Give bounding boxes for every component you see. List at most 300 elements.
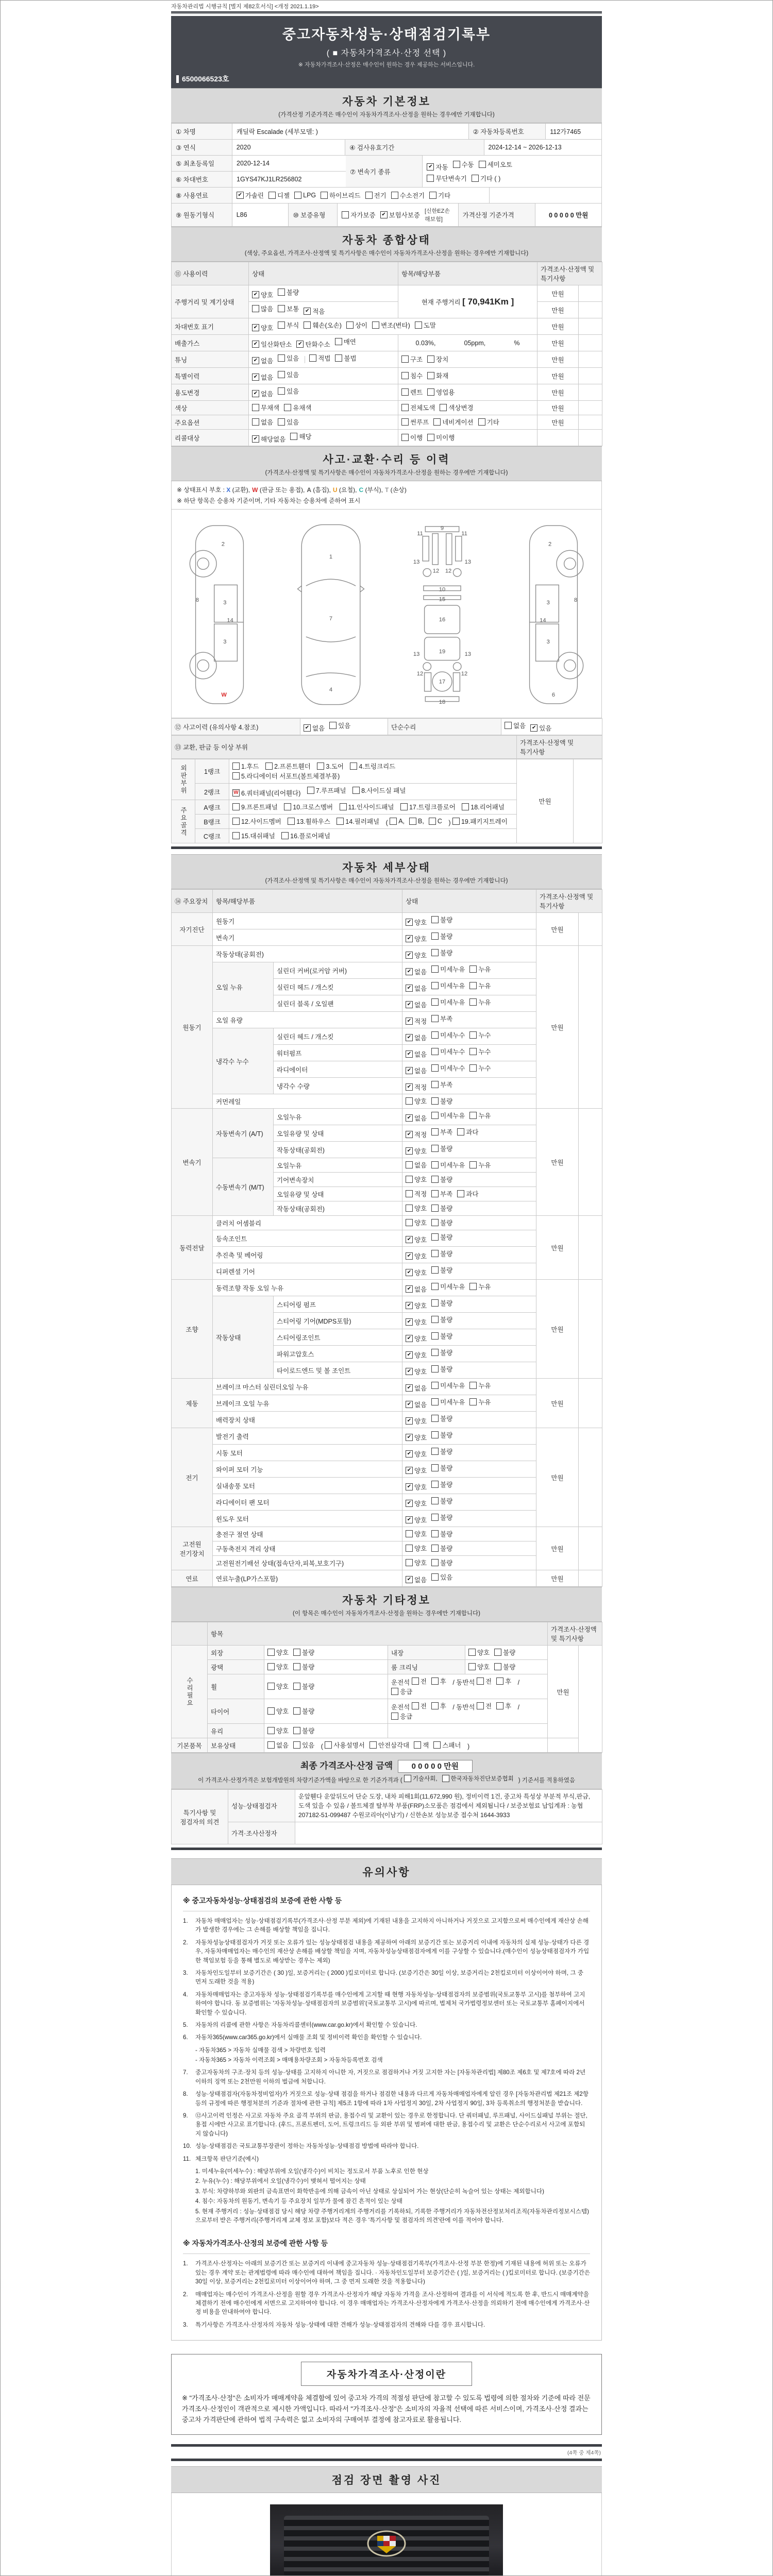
checkbox-상이[interactable]	[346, 320, 367, 330]
checkbox-없음[interactable]	[267, 1740, 289, 1750]
checkbox-label: C	[437, 818, 442, 825]
checkbox-C[interactable]	[429, 818, 442, 825]
checkbox-응급[interactable]	[391, 1711, 412, 1721]
checkbox-16.플로어패널[interactable]	[281, 831, 330, 840]
detail-status-table	[171, 889, 602, 1587]
checkbox-label: 불량	[440, 1234, 453, 1241]
checkbox-전기[interactable]	[365, 191, 386, 200]
notice-item	[183, 2142, 590, 2150]
checkbox-기타[interactable]	[429, 191, 450, 200]
checkbox-양호[interactable]	[406, 1301, 427, 1310]
checkbox-해당[interactable]	[290, 432, 311, 441]
svg-text:14: 14	[540, 617, 546, 624]
checkbox-양호[interactable]	[406, 1204, 427, 1213]
checkbox-없음[interactable]	[406, 1400, 427, 1409]
item-label: 브레이크 오일 누유	[213, 1395, 402, 1412]
checkbox-미세누유[interactable]	[431, 981, 465, 990]
checkbox-이행[interactable]	[401, 433, 423, 442]
checkbox-있음[interactable]	[530, 723, 551, 733]
col-price-note: 가격조사·산정액 및 특기사항	[548, 1622, 602, 1646]
checkbox-부식[interactable]	[278, 320, 299, 330]
svg-text:3: 3	[223, 638, 227, 645]
checkbox-양호[interactable]	[267, 1682, 289, 1691]
checkbox-불량[interactable]	[431, 1331, 452, 1341]
checkbox-label: 8.사이드실 패널	[361, 787, 406, 794]
checkbox-부족[interactable]	[431, 1080, 452, 1089]
item-label: 충전구 절연 상태	[213, 1527, 402, 1541]
checkbox-누수[interactable]	[469, 1030, 491, 1040]
checkbox-적법[interactable]	[309, 353, 330, 363]
checkbox-box-icon	[391, 1713, 398, 1720]
checkbox-label: 수소전기	[399, 192, 425, 199]
checkbox-13.휠하우스[interactable]	[288, 817, 330, 826]
checkbox-label: 불량	[440, 1098, 453, 1105]
checkbox-불량[interactable]	[494, 1648, 515, 1657]
checkbox-양호[interactable]	[406, 934, 427, 943]
checkbox-안전삼각대[interactable]	[369, 1740, 409, 1750]
checkbox-label: 전	[420, 1703, 427, 1710]
device-group-label: 제동	[172, 1379, 213, 1428]
checkbox-양호[interactable]	[406, 1515, 427, 1524]
checkbox-4.트렁크리드[interactable]	[350, 761, 395, 771]
checkbox-없음[interactable]	[406, 1066, 427, 1075]
checkbox-있음[interactable]	[278, 417, 299, 427]
checkbox-없음[interactable]	[406, 1049, 427, 1059]
checkbox-7.루프패널[interactable]	[307, 786, 346, 795]
checkbox-label: 17.트렁크플로어	[409, 804, 456, 811]
checkbox-양호[interactable]	[406, 918, 427, 927]
checkbox-있음[interactable]	[329, 721, 350, 730]
checkbox-box-icon: ✔	[406, 952, 413, 959]
checkbox-불량[interactable]	[431, 931, 452, 941]
checkbox-10.크로스멤버[interactable]	[284, 802, 333, 811]
checkbox-매연[interactable]	[335, 337, 356, 346]
checkbox-기타[interactable]	[478, 417, 499, 427]
checkbox-미세누유[interactable]	[431, 1282, 465, 1291]
checkbox-불량[interactable]	[431, 1513, 452, 1522]
checkbox-불량[interactable]	[431, 915, 452, 924]
checkbox-box-icon: ✔	[406, 1335, 413, 1342]
checkbox-장치[interactable]	[427, 354, 448, 364]
checkbox-양호[interactable]	[406, 1544, 427, 1553]
checkbox-불량[interactable]	[431, 1315, 452, 1324]
checkbox-양호[interactable]	[406, 1235, 427, 1244]
checkbox-box-icon	[477, 1677, 484, 1685]
checkbox-무채색[interactable]	[252, 403, 279, 412]
checkbox-없음[interactable]	[252, 372, 273, 382]
checkbox-box-icon	[252, 418, 259, 426]
checkbox-불량[interactable]	[431, 1480, 452, 1489]
checkbox-화재[interactable]	[427, 371, 448, 380]
checkbox-전[interactable]	[412, 1701, 427, 1710]
checkbox-label: 없음	[276, 1742, 289, 1749]
checkbox-누수[interactable]	[469, 1063, 491, 1073]
checkbox-스패너[interactable]	[433, 1740, 461, 1750]
checkbox-적정[interactable]	[406, 1130, 427, 1139]
checkbox-label: 없음	[261, 358, 274, 365]
checkbox-부족[interactable]	[431, 1189, 452, 1198]
checkbox-label: 미세누수	[440, 1048, 465, 1056]
checkbox-일산화탄소[interactable]	[252, 340, 292, 349]
checkbox-불법[interactable]	[335, 353, 356, 363]
svg-text:12: 12	[416, 670, 424, 677]
checkbox-없음[interactable]	[252, 389, 273, 398]
checkbox-box-icon	[431, 1530, 439, 1537]
checkbox-없음[interactable]	[406, 1160, 427, 1170]
checkbox-응급[interactable]	[391, 1687, 412, 1696]
checkbox-불량[interactable]	[431, 1430, 452, 1439]
checkbox-누수[interactable]	[469, 1047, 491, 1056]
checkbox-양호[interactable]	[468, 1662, 490, 1671]
document-number	[176, 74, 597, 84]
checkbox-6.쿼터패널(리어휀다)[interactable]	[232, 788, 300, 798]
checkbox-없음[interactable]	[406, 1033, 427, 1042]
checkbox-양호[interactable]	[406, 1499, 427, 1508]
checkbox-디젤[interactable]	[268, 191, 290, 200]
checkbox-전체도색[interactable]	[401, 403, 435, 412]
checkbox-누유[interactable]	[469, 1111, 491, 1120]
checkbox-색상변경[interactable]	[440, 403, 473, 412]
row-label: 특별이력	[172, 368, 249, 384]
checkbox-label: 양호	[276, 1727, 289, 1735]
checkbox-양호[interactable]	[406, 1482, 427, 1492]
checkbox-label: 불량	[440, 1250, 453, 1258]
checkbox-있음[interactable]	[278, 386, 299, 396]
checkbox-label: 양호	[414, 936, 427, 943]
state-cell	[402, 1346, 536, 1362]
checkbox-label: 과다	[466, 1191, 479, 1198]
checkbox-label: 누유	[478, 1283, 491, 1291]
checkbox-불량[interactable]	[293, 1706, 314, 1716]
checkbox-있음[interactable]	[293, 1740, 314, 1750]
checkbox-구조[interactable]	[401, 354, 423, 364]
checkbox-불량[interactable]	[431, 1298, 452, 1308]
checkbox-미세누수[interactable]	[431, 1047, 465, 1056]
checkbox-불량[interactable]	[431, 1144, 452, 1153]
price-cell	[548, 1738, 579, 1753]
checkbox-전[interactable]	[477, 1676, 492, 1686]
checkbox-없음[interactable]	[406, 984, 427, 993]
checkbox-불량[interactable]	[431, 1364, 452, 1374]
checkbox-box-icon	[372, 321, 379, 329]
checkbox-자동[interactable]	[427, 162, 448, 172]
checkbox-보험사보증[interactable]	[380, 210, 420, 219]
table-row	[172, 1109, 602, 1125]
checkbox-불량[interactable]	[431, 948, 452, 957]
checkbox-가솔린[interactable]	[237, 191, 264, 200]
checkbox-미세누유[interactable]	[431, 1397, 465, 1406]
checkbox-box-icon	[391, 1688, 398, 1695]
notice-item	[183, 1917, 590, 1935]
notice-item	[183, 2290, 590, 2317]
checkbox-양호[interactable]	[468, 1648, 490, 1657]
checkbox-box-icon	[278, 418, 285, 426]
checkbox-box-icon	[401, 372, 409, 379]
checkbox-많음[interactable]	[252, 304, 273, 313]
checkbox-box-icon	[431, 1015, 439, 1022]
checkbox-B,[interactable]	[409, 818, 424, 825]
item-number: 3.	[183, 2321, 188, 2328]
checkbox-label: 불량	[302, 1649, 315, 1656]
checkbox-불량[interactable]	[431, 1463, 452, 1472]
state-cell	[249, 302, 398, 318]
checkbox-미세누유[interactable]	[431, 1111, 465, 1120]
checkbox-label: 이행	[410, 434, 423, 442]
checkbox-2.프론트휀더[interactable]	[265, 761, 311, 771]
checkbox-불량[interactable]	[293, 1648, 314, 1657]
document-note: ※ 자동차가격조사·산정은 매수인이 원하는 경우 제공하는 서비스입니다.	[298, 62, 475, 68]
checkbox-양호[interactable]	[252, 323, 273, 332]
checkbox-기술사회,[interactable]	[404, 1774, 438, 1783]
checkbox-과다[interactable]	[457, 1189, 478, 1198]
col-price-note: 가격조사·산정액 및 특기사항	[536, 890, 602, 913]
item-cell	[398, 368, 537, 384]
checkbox-box-icon	[429, 818, 436, 825]
checkbox-불량[interactable]	[293, 1662, 314, 1671]
checkbox-렌트[interactable]	[401, 387, 423, 397]
checkbox-1.후드[interactable]	[232, 761, 259, 771]
checkbox-불량[interactable]	[431, 1558, 452, 1567]
checkbox-없음[interactable]	[406, 1113, 427, 1123]
checkbox-썬루프[interactable]	[401, 417, 429, 427]
checkbox-침수[interactable]	[401, 371, 423, 380]
checkbox-8.사이드실 패널[interactable]	[352, 786, 406, 795]
checkbox-적음[interactable]	[304, 307, 325, 316]
checkbox-있음[interactable]	[278, 370, 299, 379]
checkbox-누유[interactable]	[469, 964, 491, 974]
values-cell: 0.03%, 05ppm, %	[398, 335, 537, 351]
car-damage-diagrams	[171, 510, 602, 718]
checkbox-누유[interactable]	[469, 1160, 491, 1170]
checkbox-미세누유[interactable]	[431, 1160, 465, 1170]
checkbox-후[interactable]	[431, 1701, 446, 1710]
checkbox-미세누수[interactable]	[431, 1030, 465, 1040]
item-number: 2.	[183, 1939, 188, 1946]
checkbox-후[interactable]	[431, 1676, 446, 1686]
checkbox-미세누유[interactable]	[431, 1381, 465, 1390]
checkbox-양호[interactable]	[406, 1466, 427, 1475]
checkbox-불량[interactable]	[431, 1529, 452, 1538]
checkbox-12.사이드멤버[interactable]	[232, 817, 281, 826]
checkbox-label: 사용설명서	[333, 1742, 365, 1749]
svg-text:4: 4	[329, 686, 333, 693]
checkbox-불량[interactable]	[494, 1662, 515, 1671]
checkbox-변조(변타)[interactable]	[372, 320, 410, 330]
checkbox-적정[interactable]	[406, 1016, 427, 1026]
checkbox-label: 불량	[440, 1366, 453, 1373]
checkbox-미이행[interactable]	[427, 433, 455, 442]
checkbox-불량[interactable]	[431, 1447, 452, 1456]
checkbox-없음[interactable]	[406, 1000, 427, 1009]
checkbox-영업용[interactable]	[427, 387, 455, 397]
section-etc-header	[171, 1587, 602, 1622]
checkbox-불량[interactable]	[293, 1682, 314, 1691]
checkbox-불량[interactable]	[431, 1496, 452, 1505]
sub-group-label: 냉각수 누수	[213, 1028, 274, 1094]
checkbox-누유[interactable]	[469, 1397, 491, 1406]
checkbox-누유[interactable]	[469, 981, 491, 990]
checkbox-양호[interactable]	[406, 1433, 427, 1442]
checkbox-적정[interactable]	[406, 1082, 427, 1092]
checkbox-양호[interactable]	[406, 1334, 427, 1343]
checkbox-양호[interactable]	[252, 290, 273, 299]
checkbox-탄화수소[interactable]	[296, 340, 330, 349]
checkbox-해당없음[interactable]	[252, 434, 285, 444]
checkbox-과다[interactable]	[457, 1127, 478, 1137]
checkbox-불량[interactable]	[431, 1544, 452, 1553]
checkbox-부족[interactable]	[431, 1127, 452, 1137]
checkbox-수동[interactable]	[453, 160, 474, 169]
checkbox-5.라디에이터 서포트(볼트체결부품)[interactable]	[232, 771, 340, 781]
notice-section2-heading: ※ 자동차가격조사·산정의 보증에 관한 사항 등	[183, 2236, 590, 2254]
checkbox-양호[interactable]	[406, 1416, 427, 1426]
checkbox-19.패키지트레이[interactable]	[452, 817, 508, 826]
checkbox-없음[interactable]	[505, 721, 526, 730]
checkbox-양호[interactable]	[267, 1662, 289, 1671]
checkbox-양호[interactable]	[406, 1218, 427, 1227]
checkbox-없음[interactable]	[252, 356, 273, 365]
checkbox-하이브리드[interactable]	[321, 191, 360, 200]
checkbox-label: 불량	[440, 1300, 453, 1307]
checkbox-누유[interactable]	[469, 1282, 491, 1291]
checkbox-세미오토[interactable]	[479, 160, 512, 169]
field-label: 가격산정 기준가격	[459, 204, 536, 227]
checkbox-양호[interactable]	[406, 1175, 427, 1184]
checkbox-3.도어[interactable]	[317, 761, 344, 771]
checkbox-label: 누유	[478, 999, 491, 1006]
checkbox-있음[interactable]	[431, 1572, 452, 1582]
checkbox-불량[interactable]	[431, 1232, 452, 1242]
checkbox-후[interactable]	[496, 1701, 511, 1710]
checkbox-label: 미세누유	[440, 1283, 465, 1291]
checkbox-유채색[interactable]	[284, 403, 311, 412]
checkbox-양호[interactable]	[406, 1558, 427, 1567]
checkbox-자가보증[interactable]	[342, 210, 375, 219]
checkbox-누유[interactable]	[469, 997, 491, 1007]
checkbox-양호[interactable]	[267, 1706, 289, 1716]
checkbox-양호[interactable]	[406, 1529, 427, 1538]
checkbox-누유[interactable]	[469, 1381, 491, 1390]
state-cell	[264, 1699, 388, 1724]
checkbox-양호[interactable]	[267, 1726, 289, 1735]
checkbox-불량[interactable]	[431, 1348, 452, 1357]
checkbox-box-icon	[427, 372, 434, 379]
checkbox-box-icon: ✔	[406, 1018, 413, 1025]
checkbox-수소전기[interactable]	[391, 191, 425, 200]
checkbox-기타 ( )[interactable]	[472, 174, 500, 183]
checkbox-네비게이션[interactable]	[433, 417, 473, 427]
checkbox-미세누수[interactable]	[431, 1063, 465, 1073]
svg-text:3: 3	[223, 600, 227, 606]
checkbox-14.필러패널[interactable]	[337, 817, 379, 826]
checkbox-11.인사이드패널[interactable]	[340, 802, 394, 811]
field-value: 2024-12-14 ~ 2026-12-13	[484, 140, 601, 156]
checkbox-양호[interactable]	[406, 1449, 427, 1459]
checkbox-양호[interactable]	[406, 1350, 427, 1360]
item-label: 타이로드엔드 및 볼 조인트	[274, 1362, 402, 1379]
checkbox-없음[interactable]	[304, 723, 325, 733]
checkbox-불량[interactable]	[431, 1414, 452, 1423]
checkbox-부족[interactable]	[431, 1014, 452, 1023]
checkbox-불량[interactable]	[431, 1096, 452, 1106]
price-note-label: 가격조사·산정액 및 특기사항	[517, 736, 602, 759]
checkbox-한국자동차진단보증협회[interactable]	[442, 1774, 514, 1783]
checkbox-양호[interactable]	[406, 1096, 427, 1106]
checkbox-없음[interactable]	[406, 1383, 427, 1393]
checkbox-label: 누유	[478, 966, 491, 973]
price-cell: 만원	[537, 384, 579, 401]
sub-group-label: 수동변속기 (M/T)	[213, 1158, 274, 1216]
checkbox-box-icon	[427, 175, 434, 182]
checkbox-있음[interactable]	[278, 353, 299, 363]
checkbox-없음[interactable]	[252, 417, 273, 427]
checkbox-양호[interactable]	[406, 1268, 427, 1277]
rank-items: 12.사이드멤버 13.휠하우스 14.필러패널 ( A, B, C ) 19.패키지트레이	[229, 815, 517, 829]
checkbox-불량[interactable]	[293, 1726, 314, 1735]
checkbox-양호[interactable]	[406, 1317, 427, 1327]
checkbox-양호[interactable]	[406, 951, 427, 960]
checkbox-label: 없음	[414, 1002, 427, 1009]
checkbox-A,[interactable]	[390, 818, 405, 825]
state-cell	[402, 1511, 536, 1527]
checkbox-LPG[interactable]	[294, 192, 316, 199]
checkbox-전[interactable]	[412, 1676, 427, 1686]
table-row	[172, 1428, 602, 1445]
checkbox-양호[interactable]	[406, 1146, 427, 1156]
checkbox-없음[interactable]	[406, 967, 427, 976]
checkbox-box-icon	[342, 211, 349, 218]
checkbox-양호[interactable]	[406, 1251, 427, 1261]
checkbox-전[interactable]	[477, 1701, 492, 1710]
checkbox-적정[interactable]	[406, 1189, 427, 1198]
checkbox-양호[interactable]	[267, 1648, 289, 1657]
checkbox-불량[interactable]	[278, 287, 299, 297]
checkbox-없음[interactable]	[406, 1575, 427, 1584]
checkbox-무단변속기[interactable]	[427, 174, 466, 183]
checkbox-불량[interactable]	[431, 1218, 452, 1227]
checkbox-17.트렁크플로어[interactable]	[400, 802, 456, 811]
checkbox-box-icon	[431, 1250, 439, 1257]
checkbox-훼손(오손)[interactable]	[304, 320, 342, 330]
checkbox-9.프론트패널[interactable]	[232, 802, 278, 811]
checkbox-box-icon: ✔	[406, 1269, 413, 1276]
checkbox-없음[interactable]	[406, 1284, 427, 1294]
checkbox-18.리어패널[interactable]	[462, 802, 505, 811]
checkbox-불량[interactable]	[431, 1249, 452, 1258]
checkbox-후[interactable]	[496, 1676, 511, 1686]
note-cell	[574, 759, 602, 843]
checkbox-미세누유[interactable]	[431, 964, 465, 974]
checkbox-불량[interactable]	[431, 1265, 452, 1275]
checkbox-불량[interactable]	[431, 1175, 452, 1184]
checkbox-양호[interactable]	[406, 1367, 427, 1376]
checkbox-보통[interactable]	[278, 304, 299, 313]
checkbox-box-icon	[431, 1415, 439, 1422]
checkbox-잭[interactable]	[414, 1740, 429, 1750]
checkbox-불량[interactable]	[431, 1204, 452, 1213]
checkbox-label: 부족	[440, 1129, 453, 1136]
checkbox-box-icon	[494, 1663, 501, 1670]
checkbox-사용설명서[interactable]	[325, 1740, 364, 1750]
checkbox-box-icon	[457, 1190, 464, 1197]
state-cell	[465, 1646, 548, 1660]
checkbox-도말[interactable]	[415, 320, 436, 330]
checkbox-미세누유[interactable]	[431, 997, 465, 1007]
checkbox-label: LPG	[303, 192, 316, 199]
checkbox-15.대쉬패널[interactable]	[232, 831, 275, 840]
state-cell	[402, 1313, 536, 1329]
checkbox-label: 양호	[414, 1236, 427, 1244]
